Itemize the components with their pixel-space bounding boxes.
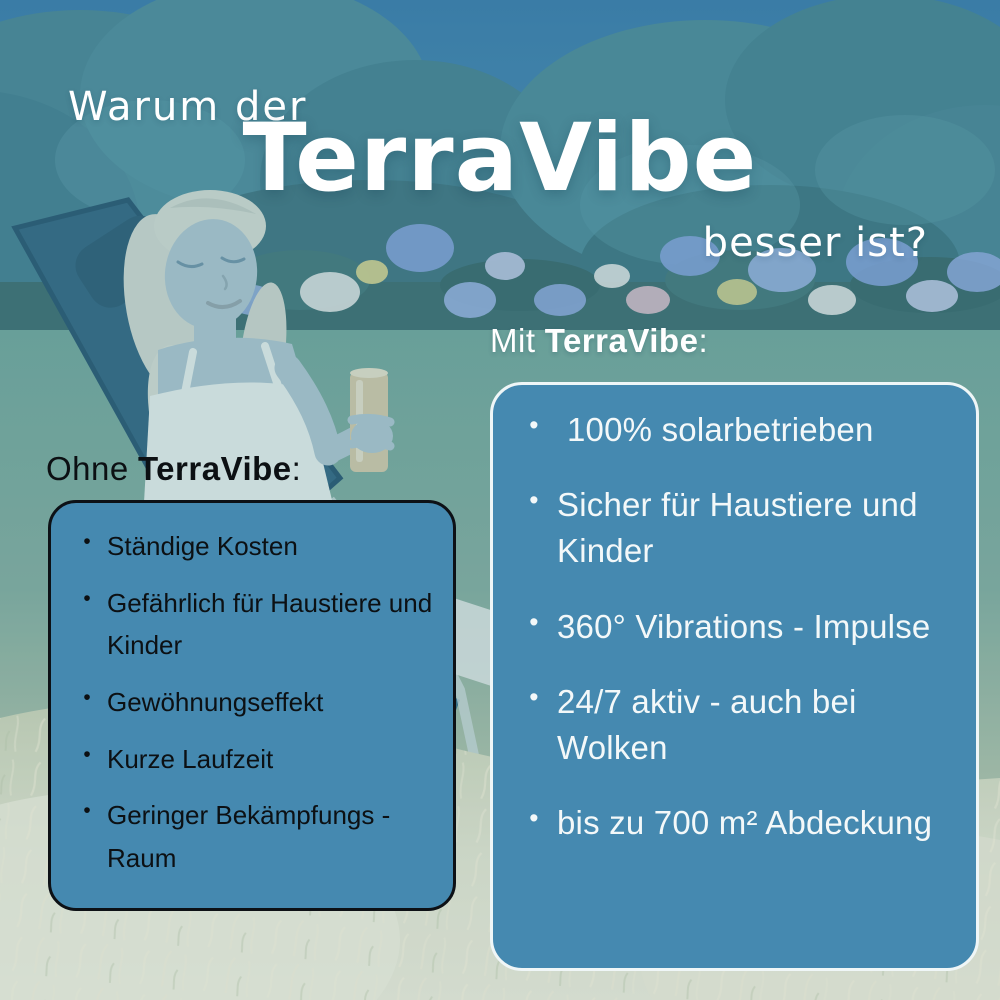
bullet-icon: • [529, 485, 539, 516]
bullet-icon: • [529, 410, 539, 440]
bullet-icon: • [83, 799, 91, 823]
without-box [48, 500, 456, 911]
list-item [523, 604, 950, 650]
with-section-header [490, 322, 708, 360]
bullet-icon: • [83, 742, 91, 766]
with-header-brand: TerraVibe [544, 322, 699, 359]
list-item [77, 582, 441, 667]
without-header-prefix: Ohne [46, 450, 129, 487]
list-item [523, 407, 950, 453]
with-header-prefix: Mit [490, 322, 536, 359]
list-item-label: Ständige Kosten [107, 531, 298, 561]
list-item [77, 681, 441, 724]
bullet-icon: • [529, 803, 539, 834]
title-line-1: Warum der [68, 84, 308, 130]
list-item-label: Gewöhnungseffekt [107, 686, 324, 717]
list-item-label: 100% solarbetrieben [567, 411, 874, 448]
bullet-icon: • [529, 681, 539, 712]
with-box [490, 382, 979, 971]
list-item-label: Kurze Laufzeit [107, 743, 274, 774]
without-list [77, 525, 441, 879]
list-item-label: bis zu 700 m² Abdeckung [557, 804, 933, 842]
bullet-icon: • [83, 586, 91, 610]
list-item [523, 482, 950, 574]
bullet-icon: • [529, 606, 539, 637]
without-header-brand: TerraVibe [137, 450, 292, 487]
list-item-label: 24/7 aktiv - auch bei Wolken [557, 682, 857, 766]
without-header-colon: : [291, 450, 302, 487]
list-item [77, 738, 441, 781]
without-section-header [46, 450, 301, 488]
list-item [77, 525, 441, 568]
list-item-label: 360° Vibrations - Impulse [557, 607, 931, 645]
with-header-colon: : [698, 322, 709, 359]
list-item [77, 794, 441, 879]
list-item [523, 679, 950, 771]
title-brand: TerraVibe [242, 104, 758, 213]
title-line-2: besser ist? [702, 220, 928, 266]
list-item [523, 800, 950, 846]
list-item-label: Gefährlich für Haustiere und Kinder [107, 587, 433, 661]
list-item-label: Sicher für Haustiere und Kinder [557, 486, 918, 570]
bullet-icon: • [83, 685, 91, 709]
with-list [523, 407, 950, 846]
list-item-label: Geringer Bekämpfungs - Raum [107, 800, 391, 873]
bullet-icon: • [83, 530, 91, 553]
